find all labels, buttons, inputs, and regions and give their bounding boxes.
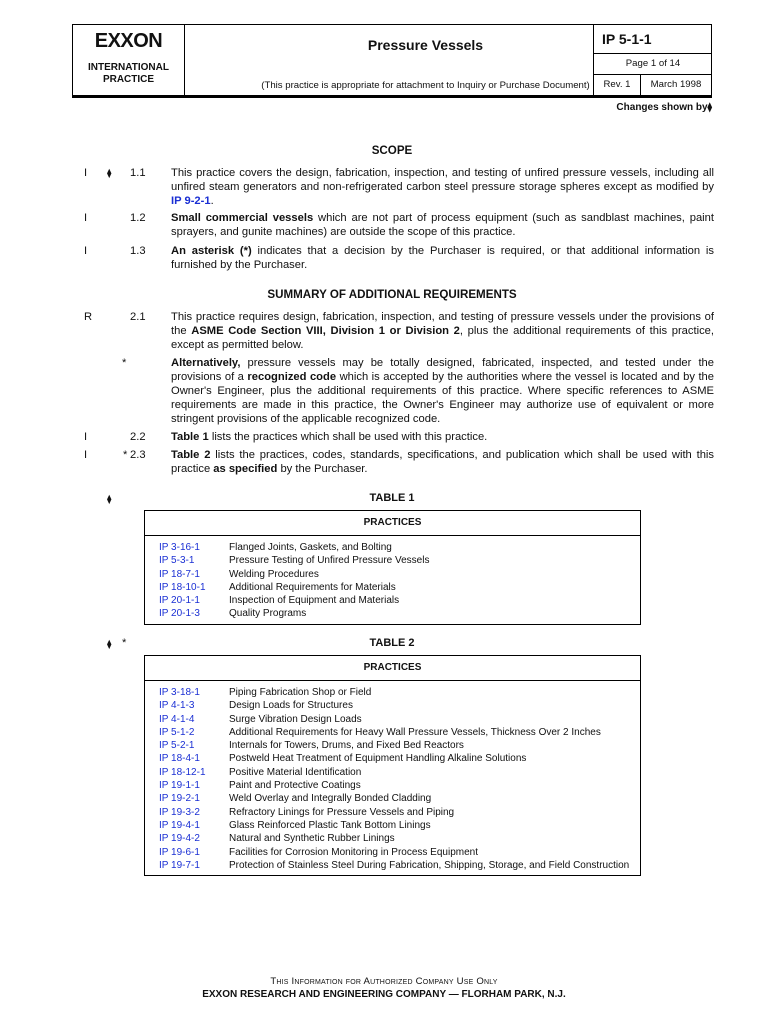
practice-code-link[interactable]: IP 3-18-1 bbox=[159, 687, 200, 698]
practice-code-link[interactable]: IP 19-4-1 bbox=[159, 819, 200, 831]
practice-description: Flanged Joints, Gaskets, and Bolting bbox=[229, 542, 392, 553]
table-row bbox=[145, 568, 640, 581]
changes-note: Changes shown by⧫ bbox=[616, 102, 712, 113]
practice-description: Positive Material Identification bbox=[229, 766, 362, 778]
document-meta bbox=[593, 25, 712, 95]
practice-label-line2: PRACTICE bbox=[102, 74, 155, 85]
revision-flag: I bbox=[84, 431, 88, 443]
practice-description: Quality Programs bbox=[229, 608, 307, 620]
practice-description: Internals for Towers, Drums, and Fixed Bed Reactors bbox=[229, 740, 464, 752]
document-title: Pressure Vessels bbox=[367, 37, 484, 53]
scope-heading: SCOPE bbox=[371, 144, 413, 157]
table-row bbox=[145, 607, 640, 620]
table-row bbox=[145, 846, 640, 859]
document-subtitle: (This practice is appropriate for attachment to Inquiry or Purchase Document) bbox=[261, 80, 590, 91]
paragraph-number: 2.1 bbox=[130, 311, 146, 323]
paragraph-number: 2.3 bbox=[130, 449, 146, 461]
paragraph-number: 1.1 bbox=[130, 167, 146, 179]
practice-description: Piping Fabrication Shop or Field bbox=[229, 687, 372, 698]
footer-company: EXXON RESEARCH AND ENGINEERING COMPANY — FLORHAM PARK, N.J. bbox=[202, 989, 566, 1000]
table-2-rows bbox=[145, 681, 640, 875]
practice-number: IP 5-1-1 bbox=[594, 25, 712, 54]
paragraph-text: Small commercial vessels which are not part of process equipment (such as sandblast machines, paint sprayers, and gunite machines) are outside the scope of this practice. bbox=[171, 212, 714, 238]
practice-description: Additional Requirements for Materials bbox=[229, 581, 396, 593]
revision-date: March 1998 bbox=[650, 79, 702, 90]
table-row bbox=[145, 699, 640, 712]
practice-description: Welding Procedures bbox=[229, 568, 319, 580]
paragraph-text: This practice requires design, fabrication, inspection, and testing of pressure vessels under the provisions of the ASME Code Section VIII, Division 1 or Division 2, plus the additional requirements of this practice, except as permitted below. bbox=[171, 311, 714, 351]
asterisk-marker: * bbox=[122, 637, 127, 649]
table-1 bbox=[144, 510, 641, 625]
practice-code-link[interactable]: IP 19-6-1 bbox=[159, 846, 200, 858]
practice-code-link[interactable]: IP 3-16-1 bbox=[159, 542, 200, 553]
table-1-rows bbox=[145, 536, 640, 624]
page-number: Page 1 of 14 bbox=[594, 54, 712, 75]
practice-code-link[interactable]: IP 5-3-1 bbox=[159, 555, 195, 567]
table-row bbox=[145, 713, 640, 726]
practice-code-link[interactable]: IP 18-10-1 bbox=[159, 581, 206, 593]
practice-description: Inspection of Equipment and Materials bbox=[229, 595, 400, 607]
table-row bbox=[145, 832, 640, 845]
change-diamond-icon: ⧫ bbox=[107, 639, 112, 649]
logo-cell bbox=[73, 25, 185, 95]
practice-code-link[interactable]: IP 4-1-3 bbox=[159, 700, 195, 712]
table-row bbox=[145, 819, 640, 832]
table-row bbox=[145, 739, 640, 752]
table-row bbox=[145, 752, 640, 765]
practice-code-link[interactable]: IP 5-1-2 bbox=[159, 726, 195, 738]
practice-code-link[interactable]: IP 18-4-1 bbox=[159, 753, 200, 765]
paragraph-text: Table 1 lists the practices which shall be used with this practice. bbox=[171, 431, 488, 443]
revision-flag: R bbox=[84, 311, 93, 323]
practice-description: Paint and Protective Coatings bbox=[229, 780, 361, 792]
revision-flag: I bbox=[84, 212, 88, 224]
table-row bbox=[145, 792, 640, 805]
table-row bbox=[145, 726, 640, 739]
practice-code-link[interactable]: IP 19-7-1 bbox=[159, 859, 200, 871]
practice-code-link[interactable]: IP 18-7-1 bbox=[159, 568, 200, 580]
asterisk-marker: * bbox=[122, 357, 127, 369]
table-row bbox=[145, 581, 640, 594]
table-2-header: PRACTICES bbox=[145, 656, 640, 681]
paragraph-text: An asterisk (*) indicates that a decision by the Purchaser is required, or that additional information is furnished by the Purchaser. bbox=[171, 245, 714, 271]
change-diamond-icon: ⧫ bbox=[107, 168, 112, 178]
practice-code-link[interactable]: IP 20-1-1 bbox=[159, 595, 200, 607]
practice-label-line1: INTERNATIONAL bbox=[88, 62, 169, 73]
practice-code-link[interactable]: IP 19-1-1 bbox=[159, 780, 200, 792]
practice-code-link[interactable]: IP 19-3-2 bbox=[159, 806, 200, 818]
paragraph-text: Table 2 lists the practices, codes, standards, specifications, and publication which shall be used with this practice as specified by the Purchaser. bbox=[171, 449, 715, 475]
paragraph-text: Alternatively, pressure vessels may be totally designed, fabricated, inspected, and tested under the provisions of a recognized code which is accepted by the authorities where the vessel is located and by the Owner's Engineer, plus the additional requirements of this practice. Where specific references to ASME requirements are made in this practice, the Owner's Engineer may authorize use of equivalent or more stringent provisions of the applicable recognized code. bbox=[171, 357, 714, 425]
practice-description: Pressure Testing of Unfired Pressure Vessels bbox=[229, 555, 430, 567]
table-2 bbox=[144, 655, 641, 876]
asterisk-marker: * bbox=[123, 449, 128, 461]
practice-description: Refractory Linings for Pressure Vessels and Piping bbox=[229, 806, 455, 818]
table-row bbox=[145, 554, 640, 567]
revision-flag: I bbox=[84, 167, 88, 179]
practice-code-link[interactable]: IP 20-1-3 bbox=[159, 608, 200, 620]
practice-description: Additional Requirements for Heavy Wall Pressure Vessels, Thickness Over 2 Inches bbox=[229, 726, 601, 738]
table-row bbox=[145, 766, 640, 779]
table-row bbox=[145, 594, 640, 607]
practice-label bbox=[73, 62, 184, 86]
table-row bbox=[145, 541, 640, 554]
revision-flag: I bbox=[84, 245, 88, 257]
practice-description: Facilities for Corrosion Monitoring in Process Equipment bbox=[229, 846, 478, 858]
practice-code-link[interactable]: IP 19-4-2 bbox=[159, 833, 200, 845]
document-header bbox=[72, 24, 712, 98]
footer-notice: This Information for Authorized Company Use Only bbox=[270, 976, 498, 987]
revision: Rev. 1 bbox=[594, 74, 641, 96]
practice-code-link[interactable]: IP 5-2-1 bbox=[159, 740, 195, 752]
table-1-caption: TABLE 1 bbox=[369, 492, 415, 504]
practice-description: Design Loads for Structures bbox=[229, 700, 353, 712]
table-2-caption: TABLE 2 bbox=[369, 637, 415, 649]
paragraph-number: 1.3 bbox=[130, 245, 146, 257]
table-row bbox=[145, 806, 640, 819]
revision-flag: I bbox=[84, 449, 88, 461]
practice-code-link[interactable]: IP 18-12-1 bbox=[159, 766, 206, 778]
table-1-header: PRACTICES bbox=[145, 511, 640, 536]
summary-heading: SUMMARY OF ADDITIONAL REQUIREMENTS bbox=[267, 288, 517, 301]
ip-9-2-1-link[interactable]: IP 9-2-1 bbox=[171, 195, 211, 207]
practice-description: Protection of Stainless Steel During Fabrication, Shipping, Storage, and Field Construction bbox=[229, 859, 630, 871]
paragraph-number: 2.2 bbox=[130, 431, 146, 443]
paragraph-number: 1.2 bbox=[130, 212, 146, 224]
table-row bbox=[145, 779, 640, 792]
change-diamond-icon: ⧫ bbox=[107, 494, 112, 504]
table-row bbox=[145, 686, 640, 699]
practice-description: Weld Overlay and Integrally Bonded Cladding bbox=[229, 793, 432, 805]
practice-code-link[interactable]: IP 19-2-1 bbox=[159, 793, 200, 805]
practice-description: Postweld Heat Treatment of Equipment Handling Alkaline Solutions bbox=[229, 753, 527, 765]
practice-description: Glass Reinforced Plastic Tank Bottom Linings bbox=[229, 819, 431, 831]
practice-code-link[interactable]: IP 4-1-4 bbox=[159, 713, 195, 725]
table-row bbox=[145, 859, 640, 872]
paragraph-text: This practice covers the design, fabrication, inspection, and testing of unfired pressure vessels, including all unfired steam generators and non-refrigerated carbon steel pressure storage spheres except as modified by IP 9-2-1. bbox=[171, 167, 714, 207]
change-diamond-icon: ⧫ bbox=[707, 102, 712, 112]
exxon-logo: EXXON bbox=[94, 30, 163, 52]
practice-description: Surge Vibration Design Loads bbox=[229, 713, 362, 725]
practice-description: Natural and Synthetic Rubber Linings bbox=[229, 833, 395, 845]
